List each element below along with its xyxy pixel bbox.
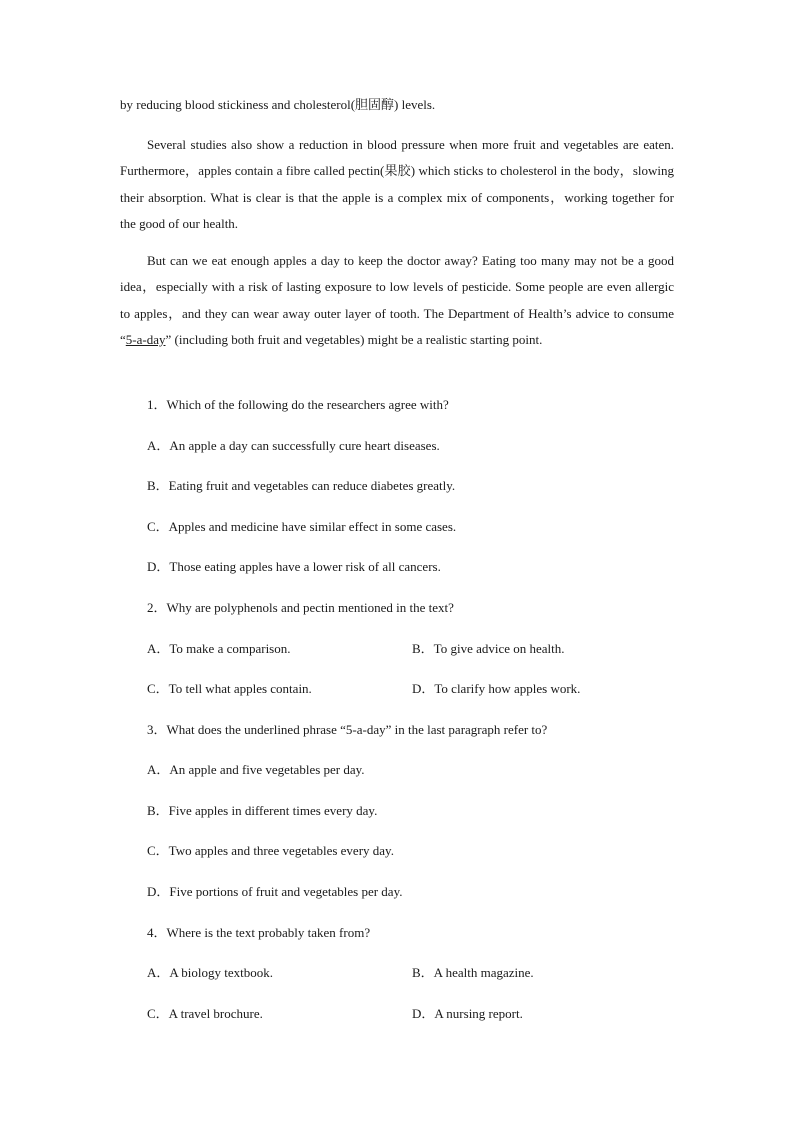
question-3-option-c[interactable]: C．Two apples and three vegetables every day. <box>147 843 394 858</box>
question-1-option-d[interactable]: D．Those eating apples have a lower risk of all cancers. <box>147 559 441 574</box>
question-3-option-a[interactable]: A．An apple and five vegetables per day. <box>147 762 365 777</box>
question-3-stem: 3．What does the underlined phrase “5-a-day” in the last paragraph refer to? <box>147 722 548 737</box>
passage-paragraph-continued: by reducing blood stickiness and cholesterol(胆固醇) levels. <box>120 97 436 112</box>
paragraph-3-text-before: But can we eat enough apples a day to keep the doctor away? Eating too many may not be a good idea，especially with a risk of lasting exposure to low levels of pesticide. Some people are even allergic to apples，and they can wear away outer layer of tooth. The Department of Health’s advice to consume “ <box>120 253 674 347</box>
question-1-option-a[interactable]: A．An apple a day can successfully cure heart diseases. <box>147 438 440 453</box>
question-4-stem: 4．Where is the text probably taken from? <box>147 925 371 940</box>
passage-paragraph-2: Several studies also show a reduction in blood pressure when more fruit and vegetables are eaten. Furthermore，apples contain a fibre called pectin(果胶) which sticks to cholesterol in the body，slowing their absorption. What is clear is that the apple is a complex mix of components，working together for the good of our health. <box>120 137 674 231</box>
question-2-option-a[interactable]: A．To make a comparison. <box>147 641 291 656</box>
question-2-option-b[interactable]: B．To give advice on health. <box>412 641 565 656</box>
question-2-option-c[interactable]: C．To tell what apples contain. <box>147 681 312 696</box>
question-2-stem: 2．Why are polyphenols and pectin mentioned in the text? <box>147 600 454 615</box>
question-4-option-d[interactable]: D．A nursing report. <box>412 1006 523 1021</box>
underlined-phrase: 5-a-day <box>125 331 166 347</box>
question-3-option-d[interactable]: D．Five portions of fruit and vegetables per day. <box>147 884 403 899</box>
question-3-option-b[interactable]: B．Five apples in different times every day. <box>147 803 378 818</box>
question-2-option-d[interactable]: D．To clarify how apples work. <box>412 681 581 696</box>
passage-paragraph-3 <box>120 248 674 353</box>
question-1-option-b[interactable]: B．Eating fruit and vegetables can reduce diabetes greatly. <box>147 478 456 493</box>
question-4-option-b[interactable]: B．A health magazine. <box>412 965 534 980</box>
question-4-option-a[interactable]: A．A biology textbook. <box>147 965 274 980</box>
question-4-option-c[interactable]: C．A travel brochure. <box>147 1006 263 1021</box>
paragraph-3-text-after: ” (including both fruit and vegetables) might be a realistic starting point. <box>165 331 543 347</box>
question-1-option-c[interactable]: C．Apples and medicine have similar effect in some cases. <box>147 519 457 534</box>
question-1-stem: 1．Which of the following do the researchers agree with? <box>147 397 449 412</box>
